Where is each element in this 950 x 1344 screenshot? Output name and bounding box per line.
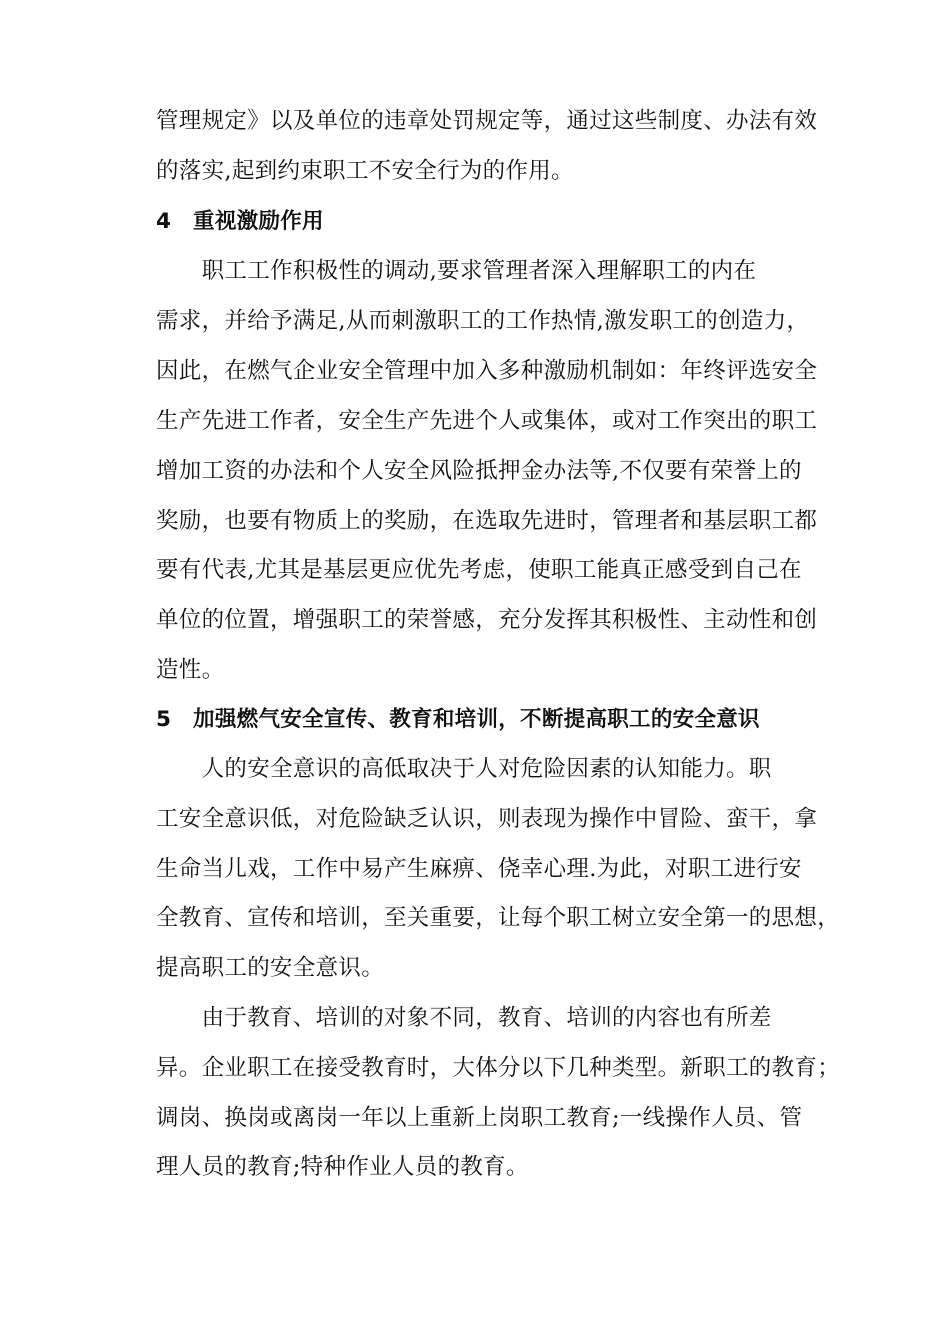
- paragraph-line: 提高职工的安全意识。: [156, 955, 385, 981]
- paragraph-line: 要有代表,尤其是基层更应优先考虑，使职工能真正感受到自己在: [156, 557, 802, 583]
- paragraph-line: 造性。: [156, 657, 225, 683]
- section-heading-5: 5 加强燃气安全宣传、教育和培训，不断提高职工的安全意识: [156, 707, 760, 732]
- paragraph-line: 奖励，也要有物质上的奖励，在选取先进时，管理者和基层职工都: [156, 508, 818, 534]
- paragraph-line: 的落实,起到约束职工不安全行为的作用。: [156, 158, 574, 184]
- paragraph-line: 工安全意识低，对危险缺乏认识，则表现为操作中冒险、蛮干，拿: [156, 806, 818, 832]
- paragraph-line: 由于教育、培训的对象不同，教育、培训的内容也有所差: [156, 1005, 772, 1031]
- paragraph-line: 增加工资的办法和个人安全风险抵押金办法等,不仅要有荣誉上的: [156, 458, 802, 484]
- paragraph-line: 因此，在燃气企业安全管理中加入多种激励机制如：年终评选安全: [156, 358, 818, 384]
- paragraph-line: 生命当儿戏，工作中易产生麻痹、侥幸心理.为此，对职工进行安: [156, 856, 802, 882]
- paragraph-line: 管理规定》以及单位的违章处罚规定等，通过这些制度、办法有效: [156, 108, 818, 134]
- paragraph-line: 需求，并给予满足,从而刺激职工的工作热情,激发职工的创造力，: [156, 308, 810, 334]
- paragraph-line: 职工工作积极性的调动,要求管理者深入理解职工的内在: [156, 258, 757, 284]
- paragraph-line: 生产先进工作者，安全生产先进个人或集体，或对工作突出的职工: [156, 408, 818, 434]
- paragraph-line: 异。企业职工在接受教育时，大体分以下几种类型。新职工的教育；: [156, 1055, 841, 1081]
- paragraph-line: 人的安全意识的高低取决于人对危险因素的认知能力。职: [156, 756, 772, 782]
- paragraph-line: 理人员的教育;特种作业人员的教育。: [156, 1154, 529, 1180]
- paragraph-line: 全教育、宣传和培训，至关重要，让每个职工树立安全第一的思想，: [156, 905, 841, 931]
- paragraph-line: 调岗、换岗或离岗一年以上重新上岗职工教育;一线操作人员、管: [156, 1105, 803, 1131]
- section-heading-4: 4 重视激励作用: [156, 209, 324, 234]
- paragraph-line: 单位的位置，增强职工的荣誉感，充分发挥其积极性、主动性和创: [156, 607, 818, 633]
